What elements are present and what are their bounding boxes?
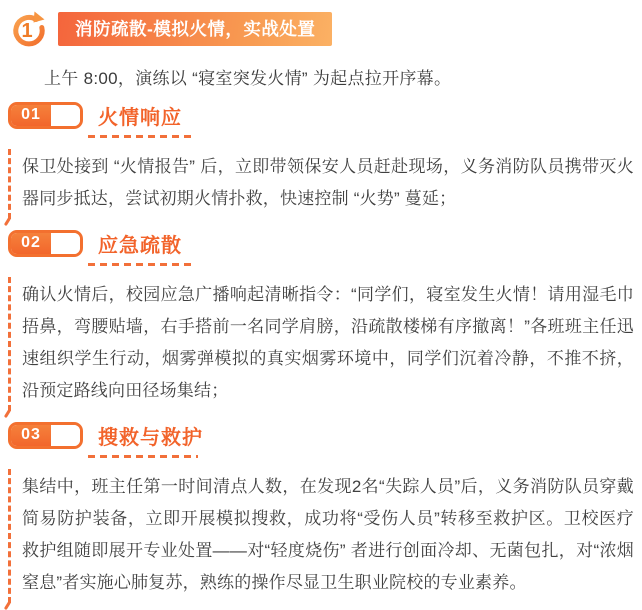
badge-blank-segment: [51, 105, 80, 126]
section-search-rescue: [8, 421, 636, 603]
section-01-title: 火情响应: [98, 106, 182, 129]
section-02-paragraph: 确认火情后，校园应急广播响起清晰指令：“同学们，寝室发生火情！请用湿毛巾捂鼻，弯腰贴墙，右手搭前一名同学肩膀，沿疏散楼梯有序撤离！”各班班主任迅速组织学生行动，烟雾弹模拟的真实烟雾环境中，同学们沉着冷静，不推不挤，沿预定路线向田径场集结；: [22, 285, 634, 400]
section-01-number: 01: [11, 105, 51, 126]
section-02-body: [8, 277, 636, 411]
section-03-number: 03: [11, 425, 51, 446]
section-fire-response: [8, 101, 636, 219]
section-02-header: [8, 229, 636, 257]
main-title-banner: 消防疏散-模拟火情，实战处置: [58, 12, 332, 46]
badge-blank-segment: [51, 233, 80, 254]
section-emergency-evacuation: [8, 229, 636, 411]
section-02-title: 应急疏散: [98, 234, 182, 257]
section-02-badge: [8, 230, 83, 257]
section-01-body: [8, 149, 636, 219]
badge-blank-segment: [51, 425, 80, 446]
section-01-paragraph: 保卫处接到 “火情报告” 后，立即带领保安人员赶赴现场，义务消防队员携带灭火器同步抵达，尝试初期火情扑救，快速控制 “火势” 蔓延；: [22, 157, 634, 208]
section-01-badge: [8, 102, 83, 129]
circular-arrow-step-icon: [8, 8, 50, 50]
step-number: 1: [21, 20, 33, 42]
section-03-title: 搜救与救护: [98, 426, 203, 449]
circular-arrow-graphic: [8, 8, 50, 50]
dashed-underline: [88, 135, 192, 138]
intro-text: 上午 8:00，演练以 “寝室突发火情” 为起点拉开序幕。: [44, 69, 452, 88]
section-03-paragraph: 集结中，班主任第一时间清点人数，在发现2名“失踪人员”后，义务消防队员穿戴简易防护装备，立即开展模拟搜救，成功将“受伤人员”转移至救护区。卫校医疗救护组随即展开专业处置——对“轻度烧伤” 者进行创面冷却、无菌包扎，对“浓烟窒息”者实施心肺复苏，熟练的操作尽显卫生职业院校的专业素养。: [22, 477, 634, 592]
dashed-underline: [88, 263, 192, 266]
section-header-main: [8, 8, 636, 50]
section-03-body: [8, 469, 636, 603]
dashed-underline: [88, 455, 198, 458]
section-01-header: [8, 101, 636, 129]
section-02-number: 02: [11, 233, 51, 254]
section-03-badge: [8, 422, 83, 449]
section-03-header: [8, 421, 636, 449]
